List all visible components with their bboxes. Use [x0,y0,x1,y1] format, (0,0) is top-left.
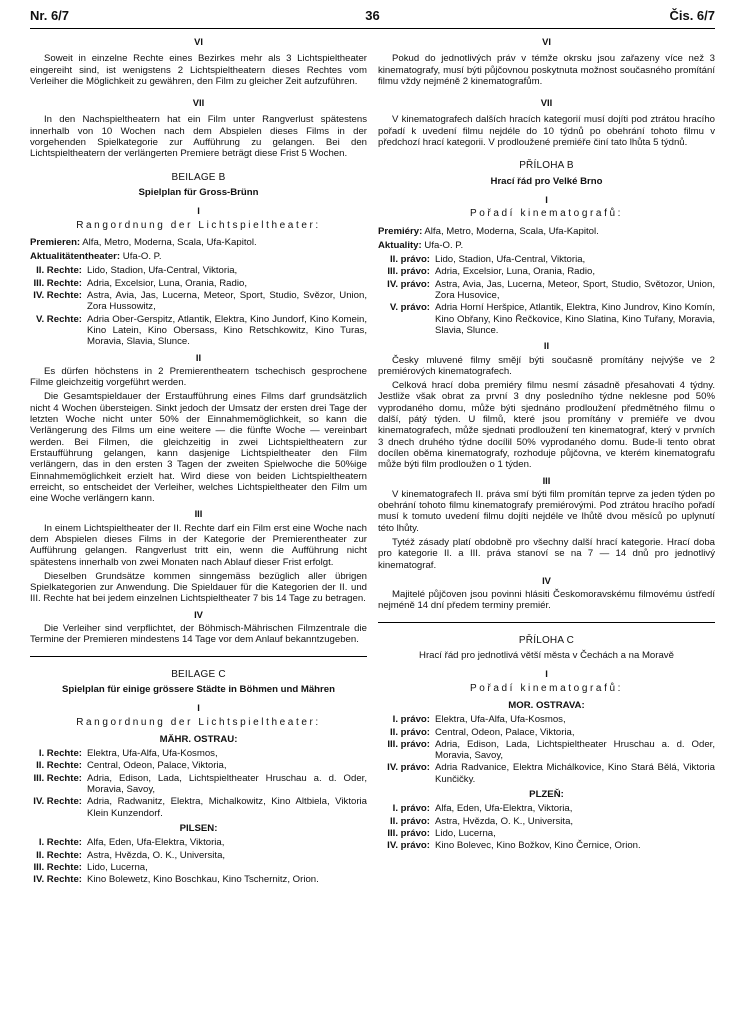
divider [30,656,367,657]
paragraph: V kinematografech dalších hracích kategorií musí dojíti pod ztrátou hracího pořadí k uvedení filmu nejdéle do 10 týdnů po obehrání tohoto filmu v předchozí hrací kategorii. V prodloužené premiéře činí tato lhůta 5 týdnů. [378,114,715,149]
rights-text: Central, Odeon, Palace, Viktoria, [435,726,575,738]
rights-label: I. právo: [392,714,430,726]
page-number: 36 [365,8,380,23]
rights-row [30,265,367,276]
rights-label: III. Rechte: [33,277,82,289]
rights-row [378,840,715,851]
appendix-subtitle: Spielplan für einige grössere Städte in Böhmen und Mähren [62,683,335,695]
appendix-subtitle: Hrací řád pro Velké Brno [490,175,603,187]
rights-row [30,314,367,348]
rights-row [378,762,715,785]
paragraph: Es dürfen höchstens in 2 Premierentheatern tschechisch gesprochene Filme gleichzeitig vorgeführt werden. [30,365,367,389]
issue-number-de: Nr. 6/7 [30,8,70,23]
rights-list [30,837,367,885]
rights-label: III. Rechte: [33,772,82,784]
rights-row [378,714,715,725]
rights-label: II. Rechte: [36,849,82,861]
city-heading: PLZEŇ: [529,789,564,801]
rights-text: Kino Bolewetz, Kino Boschkau, Kino Tschernitz, Orion. [87,874,319,886]
premiere-text: Alfa, Metro, Moderna, Scala, Ufa-Kapitol. [82,236,257,248]
rights-row [30,290,367,313]
rights-label: II. Rechte: [36,760,82,772]
rights-row [378,803,715,814]
rights-list [378,254,715,336]
section-heading: I [545,668,548,680]
rights-text: Adria, Edison, Lada, Lichtspieltheater Hruschau a. d. Oder, Moravia, Savoy, [435,738,715,762]
rights-text: Lido, Stadion, Ufa-Central, Viktoria, [87,265,238,277]
premiere-text: Alfa, Metro, Moderna, Scala, Ufa-Kapitol. [424,225,599,237]
rights-row [30,862,367,873]
rights-text: Alfa, Eden, Ufa-Elektra, Viktoria, [435,803,573,815]
section-heading: II [195,351,202,363]
city-heading: PILSEN: [179,822,218,834]
rights-row [378,816,715,827]
section-heading: VI [194,36,203,47]
rights-label: IV. Rechte: [33,874,82,886]
rights-text: Lido, Lucerna, [435,827,496,839]
rights-text: Central, Odeon, Palace, Viktoria, [87,760,227,772]
rights-text: Adria, Radwanitz, Elektra, Michalkowitz, Kino Altbiela, Viktoria Klein Kunzendorf. [87,796,367,819]
appendix-title: PŘÍLOHA C [518,634,575,646]
rights-row [30,773,367,796]
paragraph: Majitelé půjčoven jsou povinni hlásiti Českomoravskému filmovému ústředí nejméně 14 dní předem terminy premiér. [378,589,715,612]
czech-column [378,36,715,855]
section-heading: IV [542,574,551,586]
section-heading: VII [540,97,553,109]
rights-row [30,796,367,819]
rights-row [378,739,715,762]
rights-label: I. právo: [392,803,430,815]
rights-text: Kino Bolevec, Kino Božkov, Kino Černice, Orion. [435,840,641,852]
rights-text: Astra, Hvězda, O. K., Universita, [435,815,574,827]
rights-text: Astra, Avia, Jas, Lucerna, Meteor, Sport, Studio, Světozor, Union, Zora Husovice, [435,278,715,302]
rights-text: Adria, Excelsior, Luna, Orania, Radio, [435,266,595,278]
rights-text: Lido, Stadion, Ufa-Central, Viktoria, [435,254,586,266]
rights-row [378,254,715,265]
rights-label: V. právo: [389,302,430,314]
rights-text: Elektra, Ufa-Alfa, Ufa-Kosmos, [87,748,218,760]
ranking-heading: Rangordnung der Lichtspieltheater: [76,716,321,728]
paragraph: In einem Lichtspieltheater der II. Rechte darf ein Film erst eine Woche nach dem Abspielen dieses Films in der Kategorie der Premierentheater zur Aufführung gelangen. Rangverlust tritt ein, wenn die Aufführung nicht spätestens innerhalb von zwei Monaten nach Ablauf dieser Frist erfolgt. [30,522,367,568]
rights-row [378,279,715,302]
rights-label: II. právo: [390,726,430,738]
rights-label: III. právo: [387,266,430,278]
newsreel-label: Aktuality: [378,239,422,251]
rights-text: Astra, Hvězda, O. K., Universita, [87,849,226,861]
rights-label: IV. právo: [387,278,430,290]
rights-label: IV. Rechte: [33,290,82,302]
city-heading: MÄHR. OSTRAU: [159,733,238,745]
rights-text: Astra, Avia, Jas, Lucerna, Meteor, Sport, Studio, Svězor, Union, Zora Hussowitz, [87,290,367,313]
premiere-label: Premiéry: [378,225,423,237]
rights-list [30,265,367,347]
rights-row [30,760,367,771]
page-header [30,6,715,29]
paragraph: Celková hrací doba premiéry filmu nesmí zásadně přesahovati 4 týdny. Jestliže však obrat za první 3 dny posledního týdne neklesne pod 50% vyprodaného domu, může býti sjednáno prodloužení předmětného filmu o další, pátý týden. U filmů, které jsou promítány v premiéře ve dvou kinematografech, může sjednati prodloužení ten kinematograf, který v prvních 3 dnech druhého týdne docílil 50% vyprodaného domu. Bude-li tento obrat docílen oběma kinematografy, rozhoduje půjčovna, ve kterém kinematografu může býti film prodloužen o 1 týden. [378,380,715,471]
premiere-line [378,226,715,237]
rights-list [30,748,367,819]
section-heading: I [197,205,200,217]
paragraph: V kinematografech II. práva smí býti film promítán teprve za jeden týden po obehrání tohoto filmu kinematografy premiérovými. Pod ztrátou hracího pořadí musí k tomuto uvedení filmu dojíti nejdéle ve lhůtě dvou měsíců po uplynutí této lhůty. [378,488,715,534]
newsreel-text: Ufa-O. P. [122,251,162,263]
newsreel-line [378,240,715,251]
rights-text: Adria, Edison, Lada, Lichtspieltheater Hruschau a. d. Oder, Moravia, Savoy, [87,772,367,796]
rights-label: IV. právo: [387,840,430,852]
rights-row [30,748,367,759]
newsreel-label: Aktualitätentheater: [30,251,121,263]
german-column [30,36,367,888]
rights-text: Lido, Lucerna, [87,861,148,873]
rights-label: I. Rechte: [38,837,82,849]
section-heading: II [543,340,550,352]
paragraph: Soweit in einzelne Rechte eines Bezirkes mehr als 3 Lichtspieltheater eingereiht sind, ist wenigstens 2 Lichtspieltheatern dieses Rechtes vom Verleiher die Möglichkeit zu gewähren, den Film zu gleicher Zeit aufzuführen. [30,53,367,87]
appendix-subtitle: Spielplan für Gross-Brünn [138,186,259,198]
rights-row [378,828,715,839]
newsreel-text: Ufa-O. P. [424,239,464,251]
section-heading: VI [542,36,551,47]
rights-row [30,850,367,861]
divider [378,622,715,623]
paragraph: Dieselben Grundsätze kommen sinngemäss bezüglich aller übrigen Spielkategorien zur Anwendung. Die Spieldauer für die Kategorien der II. und III. Rechte hat bei jedem einzelnen Lichtspieltheater 7 bis 14 Tage zu betragen. [30,570,367,605]
ranking-heading: Pořadí kinematografů: [470,208,623,220]
newsreel-line [30,251,367,262]
rights-label: III. Rechte: [33,861,82,873]
rights-row [378,727,715,738]
rights-text: Elektra, Ufa-Alfa, Ufa-Kosmos, [435,714,566,726]
appendix-subtitle: Hrací řád pro jednotlivá větší města v Čechách a na Moravě [419,650,674,662]
ranking-heading: Rangordnung der Lichtspieltheater: [76,219,321,231]
city-heading: MOR. OSTRAVA: [508,699,585,711]
rights-text: Alfa, Eden, Ufa-Elektra, Viktoria, [87,837,225,849]
premiere-line [30,237,367,248]
paragraph: Česky mluvené filmy smějí býti současně promítány nejvýše ve 2 premiérových kinematografech. [378,354,715,377]
rights-text: Adria, Excelsior, Luna, Orania, Radio, [87,277,247,289]
paragraph: Die Verleiher sind verpflichtet, der Böhmisch-Mährischen Filmzentrale die Termine der Premieren mindestens 14 Tage vor dem Anlauf bekanntzugeben. [30,623,367,646]
section-heading: VII [192,97,205,109]
section-heading: I [545,193,548,205]
appendix-title: BEILAGE B [171,171,226,183]
rights-label: II. Rechte: [36,265,82,277]
rights-row [378,302,715,336]
rights-list [378,714,715,785]
rights-row [30,874,367,885]
paragraph: Tytéž zásady platí obdobně pro všechny další hrací kategorie. Hrací doba pro kategorie II. a III. práva stanoví se na 7 — 14 dnů pro jednotlivý kinematograf. [378,536,715,571]
appendix-title: BEILAGE C [171,668,226,680]
issue-number-cz: Čis. 6/7 [669,8,715,23]
appendix-title: PŘÍLOHA B [519,160,574,172]
rights-row [30,837,367,848]
rights-label: III. právo: [387,827,430,839]
premiere-label: Premieren: [30,236,81,248]
rights-label: IV. Rechte: [33,796,82,808]
rights-label: II. právo: [390,815,430,827]
rights-row [30,278,367,289]
rights-text: Adria Ober-Gerspitz, Atlantik, Elektra, Kino Jundorf, Kino Komein, Kino Latein, Kino Obersass, Kino Retschkowitz, Kino Turas, Moravia, Slavia, Slunce. [87,313,367,348]
section-heading: III [542,474,551,486]
rights-text: Adria Horní Heršpice, Atlantik, Elektra, Kino Jundrov, Kino Komín, Kino Obřany, Kino Řečkovice, Kino Slatina, Kino Tuřany, Moravia, Slavia, Slunce. [435,302,715,336]
rights-row [378,266,715,277]
rights-label: II. právo: [390,254,430,266]
rights-list [378,803,715,851]
paragraph: Pokud do jednotlivých práv v témže okrsku jsou zařazeny více než 3 kinematografy, musí býti půjčovnou poskytnuta možnost současného promítání filmu vždy nejméně 2 kinematografům. [378,53,715,87]
paragraph: In den Nachspieltheatern hat ein Film unter Rangverlust spätestens innerhalb von 10 Wochen nach dem Abspielen dieses Films in der vorgehenden Spielkategorie zur Aufführung zu gelangen. Bei den Lichtspieltheatern der verlängerten Premiere beträgt diese Frist 5 Wochen. [30,114,367,160]
rights-text: Adria Radvanice, Elektra Michálkovice, Kino Stará Bělá, Viktoria Kunčičky. [435,762,715,785]
rights-label: V. Rechte: [35,313,82,325]
section-heading: IV [194,608,203,620]
paragraph: Die Gesamtspieldauer der Erstaufführung eines Films darf grundsätzlich nicht 4 Wochen übersteigen. Sinkt jedoch der Umsatz der ersten drei Tage der letzten Woche nicht unter 50% der Einnahmemöglichkeit, so kann die Verlängerung des Films um eine weitere — die fünfte Woche — vereinbart werden. Bei Filmen, die gleichzeitig in zwei Lichtspieltheatern zur Erstaufführung gelangen, kann dasjenige Lichtspieltheater den Film verlängern, das in den ersten 3 Tagen der zweiten Spielwoche die 50%ige Einnahmemöglichkeit erzielt hat. Wird diese von beiden Lichtspieltheatern erreicht, so entscheidet der Verleiher, welches Lichtspieltheater den Film um eine Woche verlängern kann. [30,391,367,505]
rights-label: IV. právo: [387,762,430,774]
rights-label: I. Rechte: [38,748,82,760]
rights-label: III. právo: [387,738,430,750]
section-heading: III [194,508,203,520]
section-heading: I [197,702,200,714]
ranking-heading: Pořadí kinematografů: [470,682,623,694]
